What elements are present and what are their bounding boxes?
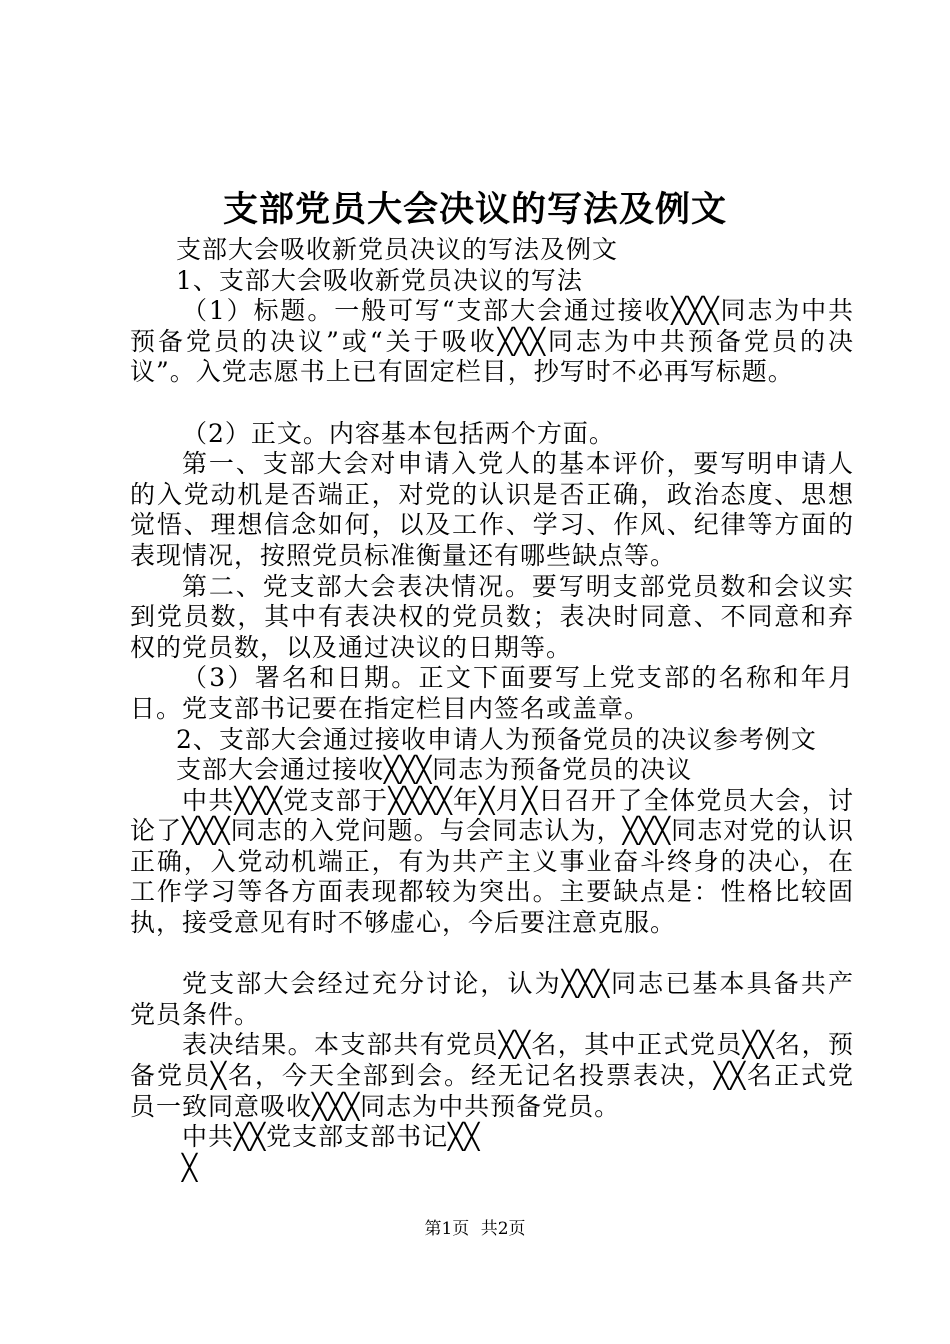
paragraph-example-signature-end: ╳ [182,1152,199,1182]
document-body [130,235,854,1183]
paragraph-example-conclusion: 党支部大会经过充分讨论，认为╳╳╳同志已基本具备共产党员条件。 [130,969,854,1029]
paragraph-first-point: 第一、支部大会对申请入党人的基本评价，要写明申请人的入党动机是否端正，对党的认识是否正确，政治态度、思想觉悟、理想信念如何，以及工作、学习、作风、纪律等方面的表现情况，按照党员标准衡量还有哪些缺点等。 [130,449,854,570]
paragraph-second-point: 第二、党支部大会表决情况。要写明支部党员数和会议实到党员数，其中有表决权的党员数；表决时同意、不同意和弃权的党员数，以及通过决议的日期等。 [130,571,854,662]
paragraph-intro-heading: 支部大会吸收新党员决议的写法及例文 [176,235,619,264]
paragraph-section-1-heading: 1、支部大会吸收新党员决议的写法 [176,265,583,295]
paragraph-example-vote: 表决结果。本支部共有党员╳╳名，其中正式党员╳╳名，预备党员╳名，今天全部到会。经无记名投票表决，╳╳名正式党员一致同意吸收╳╳╳同志为中共预备党员。 [130,1030,854,1121]
paragraph-example-meeting: 中共╳╳╳党支部于╳╳╳╳年╳月╳日召开了全体党员大会，讨论了╳╳╳同志的入党问题。与会同志认为，╳╳╳同志对党的认识正确，入党动机端正，有为共产主义事业奋斗终身的决心，在工作学习等各方面表现都较为突出。主要缺点是：性格比较固执，接受意见有时不够虚心，今后要注意克服。 [130,785,854,938]
paragraph-signature-rules: （3）署名和日期。正文下面要写上党支部的名称和年月日。党支部书记要在指定栏目内签名或盖章。 [130,663,854,723]
paragraph-example-signature: 中共╳╳党支部支部书记╳╳ [182,1122,481,1152]
page-footer [0,1218,950,1240]
page-number: 第1页 [424,1219,470,1239]
paragraph-title-rules: （1）标题。一般可写“支部大会通过接收╳╳╳同志为中共预备党员的决议”或“关于吸收╳╳╳同志为中共预备党员的决议”。入党志愿书上已有固定栏目，抄写时不必再写标题。 [130,296,854,387]
paragraph-example-title: 支部大会通过接收╳╳╳同志为预备党员的决议 [176,755,693,785]
page-total: 共2页 [480,1219,526,1239]
paragraph-body-rules: （2）正文。内容基本包括两个方面。 [182,418,615,448]
paragraph-section-2-heading: 2、支部大会通过接收申请人为预备党员的决议参考例文 [176,724,817,754]
document-title: 支部党员大会决议的写法及例文 [222,189,727,230]
